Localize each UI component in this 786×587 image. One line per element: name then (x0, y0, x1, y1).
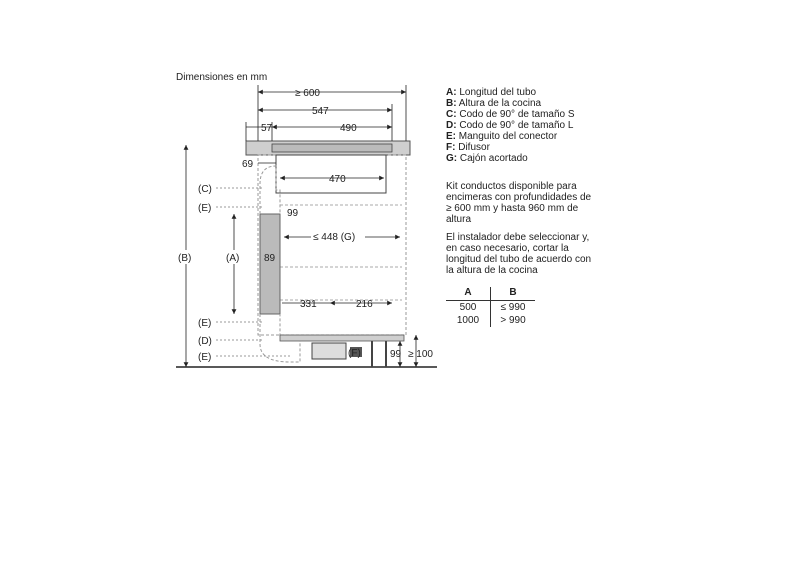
legend-item: A: Longitud del tubo (446, 87, 537, 98)
dim-bottom-depth: 331 (300, 299, 317, 310)
caption: Dimensiones en mm (176, 72, 268, 83)
table-header-b: B (491, 287, 536, 301)
diffuser (312, 343, 346, 359)
hob-unit (272, 144, 392, 152)
dim-unit-depth: 490 (340, 123, 357, 134)
legend-item: B: Altura de la cocina (446, 98, 542, 109)
table-header-a: A (446, 287, 491, 301)
legend-item: E: Manguito del conector (446, 131, 558, 142)
tube (260, 214, 280, 314)
dim-min-width: ≥ 600 (295, 88, 320, 99)
note-kit: Kit conductos disponible para encimeras con profundidades de ≥ 600 mm y hasta 960 mm de altura (446, 181, 592, 225)
legend (446, 87, 575, 164)
dim-duct-width: 470 (329, 174, 346, 185)
legend-item: F: Difusor (446, 142, 490, 153)
bottom-board (280, 335, 404, 341)
callout-a: (A) (226, 253, 240, 264)
dim-plinth-height: 99 (390, 349, 402, 360)
callout-d: (D) (198, 336, 212, 347)
callout-c: (C) (198, 184, 212, 195)
dim-diffuser-depth: 216 (356, 299, 373, 310)
dim-tube-width: 89 (264, 253, 276, 264)
callout-e3: (E) (198, 352, 212, 363)
callout-e1: (E) (198, 203, 212, 214)
table-row: 500 ≤ 990 (446, 301, 535, 315)
note-installer: El instalador debe seleccionar y, en caso necesario, cortar la longitud del tubo de acuerdo con la altura de la cocina (446, 232, 592, 276)
dim-drawer-depth: ≤ 448 (G) (313, 232, 356, 243)
callout-e2: (E) (198, 318, 212, 329)
legend-item: G: Cajón acortado (446, 153, 528, 164)
table-row: 1000 > 990 (446, 314, 535, 327)
dim-duct-gap: 99 (287, 208, 299, 219)
callout-b: (B) (178, 253, 192, 264)
legend-item: D: Codo de 90° de tamaño L (446, 120, 574, 131)
dim-offset: 57 (261, 123, 273, 134)
dim-total-depth: 547 (312, 106, 329, 117)
tube-table (446, 287, 535, 327)
dim-plinth-min: ≥ 100 (408, 349, 433, 360)
legend-item: C: Codo de 90° de tamaño S (446, 109, 575, 120)
callout-f: (F) (348, 348, 361, 359)
dim-front-gap: 69 (242, 159, 254, 170)
